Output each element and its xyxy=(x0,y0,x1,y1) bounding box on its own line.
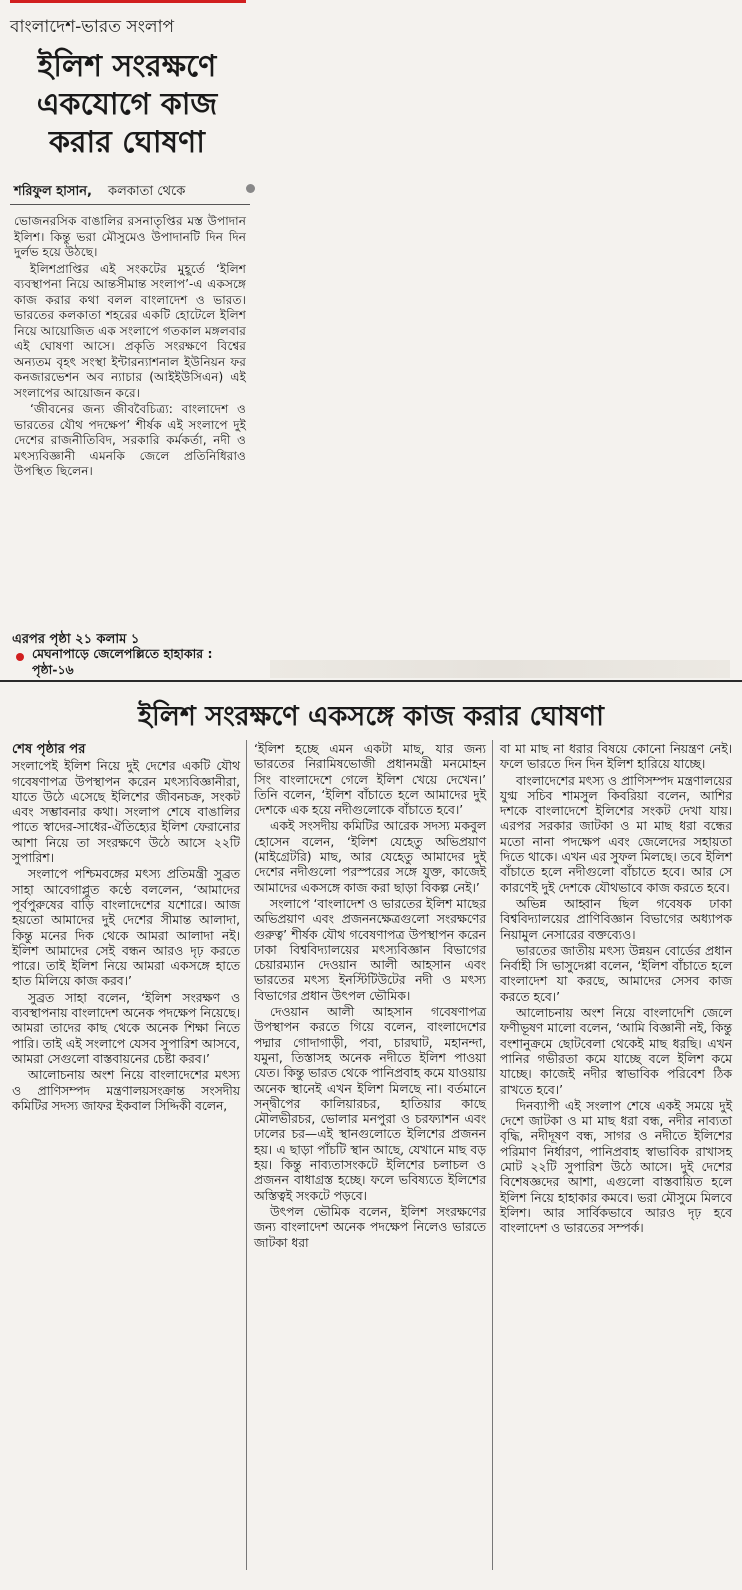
kicker: বাংলাদেশ-ভারত সংলাপ xyxy=(10,17,175,37)
paragraph: ভারতের জাতীয় মৎস্য উন্নয়ন বোর্ডের প্রধান নির্বাহী সি ভাসুদেপ্পা বলেন, ‘ইলিশ বাঁচাতে হলে বাংলাদেশ যা করছে, আমাদের সেসব কাজ করতে হবে।’ xyxy=(500,943,732,1004)
faint-bleed-strip xyxy=(270,660,730,678)
column-rule xyxy=(492,740,493,1570)
paragraph: সংলাপে ‘বাংলাদেশ ও ভারতের ইলিশ মাছের অভিপ্রয়াণ এবং প্রজননক্ষেত্রগুলো সংরক্ষণের গুরুত্ব’ শীর্ষক যৌথ গবেষণাপত্র উপস্থাপন করেন ঢাকা বিশ্ববিদ্যালয়ের মৎস্যবিজ্ঞান বিভাগের চেয়ারম্যান দেওয়ান আলী আহসান এবং ভারতের মৎস্য ইনস্টিটিউটের নদী ও মৎস্য বিভাগের প্রধান উৎপল ভৌমিক। xyxy=(254,896,486,1003)
continued-note: এরপর পৃষ্ঠা ২১ কলাম ১ xyxy=(12,632,140,647)
red-bullet-icon xyxy=(16,653,24,661)
lead-paragraph: ‘জীবনের জন্য জীববৈচিত্র্য: বাংলাদেশ ও ভারতের যৌথ পদক্ষেপ’ শীর্ষক এই সংলাপে দুই দেশের রাজনীতিবিদ, সরকারি কর্মকর্তা, নদী ও মৎস্যবিজ্ঞানী এমনকি জেলে প্রতিনিধিরাও উপস্থিত ছিলেন। xyxy=(14,402,246,478)
paragraph: দেওয়ান আলী আহসান গবেষণাপত্র উপস্থাপন করতে গিয়ে বলেন, বাংলাদেশের পদ্মার গোদাগাড়ী, পবা, চারঘাট, মহানন্দা, যমুনা, তিস্তাসহ অনেক নদীতে ইলিশ পাওয়া যেত। কিন্তু ভারত থেকে পানিপ্রবাহ কমে যাওয়ায় অনেক স্থানেই এখন ইলিশ মিলছে না। বর্তমানে সন্দ্বীপের কালিয়ারচর, হাতিয়ার কাছে মৌলভীরচর, ভোলার মনপুরা ও চরফ্যাশন এবং ঢালের চর—এই স্থানগুলোতে ইলিশের প্রজনন হয়। এ ছাড়া পাঁচটি স্থান আছে, যেখানে মাছ বড় হয়। কিন্তু নাব্যতাসংকটে ইলিশের চলাচল ও প্রজনন বাধাগ্রস্ত হচ্ছে। ফলে ভবিষ্যতে ইলিশের অস্তিত্বই সংকটে পড়বে। xyxy=(254,1005,486,1203)
paragraph: অভিন্ন আহ্বান ছিল গবেষক ঢাকা বিশ্ববিদ্যালয়ের প্রাণিবিজ্ঞান বিভাগের অধ্যাপক নিয়ামুল নেসারের বক্তব্যেও। xyxy=(500,896,732,942)
headline-line: করার ঘোষণা xyxy=(49,125,205,160)
column-rule xyxy=(246,740,247,1570)
headline-line: একযোগে কাজ xyxy=(36,87,218,122)
top-headline xyxy=(22,48,232,162)
top-story xyxy=(0,0,260,700)
paragraph: সংলাপে পশ্চিমবঙ্গের মৎস্য প্রতিমন্ত্রী সুব্রত সাহা আবেগাপ্লুত কণ্ঠে বললেন, ‘আমাদের পূর্বপুরুষের বাড়ি বাংলাদেশের যশোরে। আজ হয়তো আমাদের দুই দেশের সীমান্ত আলাদা, কিন্তু মনের দিক থেকে আমরা আলাদা নই। ইলিশ আমাদের সেই বন্ধন আরও দৃঢ় করতে পারে। তাই ইলিশ নিয়ে আমরা একসঙ্গে হাতে হাত মিলিয়ে কাজ করব।’ xyxy=(12,867,240,989)
column-2 xyxy=(254,742,486,1252)
paragraph: ‘ইলিশ হচ্ছে এমন একটা মাছ, যার জন্য ভারতের নিরামিষভোজী প্রধানমন্ত্রী মনমোহন সিং বাংলাদেশে গেলে ইলিশ খেয়ে দেখেন।’ তিনি বলেন, ‘ইলিশ বাঁচাতে হলে আমাদের দুই দেশকে এক হয়ে নদীগুলোকে বাঁচাতে হবে।’ xyxy=(254,742,486,818)
paragraph: একই সংসদীয় কমিটির আরেক সদস্য মকবুল হোসেন বলেন, ‘ইলিশ যেহেতু অভিপ্রয়াণ (মাইগ্রেটরি) মাছ, আর যেহেতু আমাদের দুই দেশের নদীগুলো পরস্পরের সঙ্গে যুক্ত, কাজেই আমাদের একসঙ্গে কাজ করা ছাড়া বিকল্প নেই।’ xyxy=(254,819,486,895)
paragraph: সংলাপেই ইলিশ নিয়ে দুই দেশের একটি যৌথ গবেষণাপত্র উপস্থাপন করেন মৎস্যবিজ্ঞানীরা, যাতে উঠে এসেছে ইলিশের জীবনচক্র, সংকট এবং সম্ভাবনার কথা। সংলাপ শেষে বাঙালির পাতে স্বাদের-সাধের-ঐতিহ্যের ইলিশ ফেরানোর আশা নিয়ে তা সংরক্ষণে উঠে আসে ২২টি সুপারিশ। xyxy=(12,759,240,866)
paragraph: আলোচনায় অংশ নিয়ে বাংলাদেশের মৎস্য ও প্রাণিসম্পদ মন্ত্রণালয়সংক্রান্ত সংসদীয় কমিটির সদস্য জাফর ইকবাল সিদ্দিকী বলেন, xyxy=(12,1068,240,1113)
section-divider xyxy=(0,680,742,682)
from-label: শেষ পৃষ্ঠার পর xyxy=(12,742,86,757)
column-1 xyxy=(12,742,240,1115)
paragraph: উৎপল ভৌমিক বলেন, ইলিশ সংরক্ষণের জন্য বাংলাদেশ অনেক পদক্ষেপ নিলেও ভারতে জাটকা ধরা xyxy=(254,1204,486,1250)
byline-name: শরিফুল হাসান, xyxy=(14,184,92,199)
paragraph: আলোচনায় অংশ নিয়ে বাংলাদেশি জেলে ফণীভূষণ মালো বলেন, ‘আমি বিজ্ঞানী নই, কিন্তু বংশানুক্রমে ছোটবেলা থেকেই মাছ ধরছি। এখন পানির গভীরতা কমে যাচ্ছে বলে ইলিশ কমে যাচ্ছে। কাজেই নদীর স্বাভাবিক পরিবেশ ঠিক রাখতে হবে।’ xyxy=(500,1006,732,1097)
byline-rule xyxy=(10,204,250,205)
paragraph: সুব্রত সাহা বলেন, ‘ইলিশ সংরক্ষণ ও ব্যবস্থাপনায় বাংলাদেশ অনেক পদক্ষেপ নিয়েছে। আমরা তাদের কাছ থেকে অনেক শিক্ষা নিতে পারি। তাই এই সংলাপে যেসব সুপারিশ আসবে, আমরা সেগুলো বাস্তবায়নের চেষ্টা করব।’ xyxy=(12,990,240,1066)
bullet-dot-icon xyxy=(246,184,255,193)
column-3 xyxy=(500,742,732,1238)
headline-line: ইলিশ সংরক্ষণে xyxy=(37,49,217,84)
teaser-link: মেঘনাপাড়ে জেলেপল্লিতে হাহাকার : পৃষ্ঠা-১৬ xyxy=(32,646,213,677)
red-top-rule xyxy=(10,0,246,3)
byline-location: কলকাতা থেকে xyxy=(108,184,186,199)
lead-paragraph: ভোজনরসিক বাঙালির রসনাতৃপ্তির মস্ত উপাদান ইলিশ। কিন্তু ভরা মৌসুমেও উপাদানটি দিন দিন দুর্লভ হয়ে উঠছে। xyxy=(14,214,246,259)
continuation-headline: ইলিশ সংরক্ষণে একসঙ্গে কাজ করার ঘোষণা xyxy=(137,701,605,732)
paragraph: বা মা মাছ না ধরার বিষয়ে কোনো নিয়ন্ত্রণ নেই। ফলে ভারতে দিন দিন ইলিশ হারিয়ে যাচ্ছে। xyxy=(500,742,732,772)
paragraph: বাংলাদেশের মৎস্য ও প্রাণিসম্পদ মন্ত্রণালয়ের যুগ্ম সচিব শামসুল কিবরিয়া বলেন, আশির দশকে বাংলাদেশে ইলিশের সংকট দেখা যায়। এরপর সরকার জাটকা ও মা মাছ ধরা বন্ধের মতো নানা পদক্ষেপ এবং জেলেদের সহায়তা দিতে থাকে। এখন এর সুফল মিলছে। তবে ইলিশ বাঁচাতে হলে নদীগুলো বাঁচাতে হবে। আর সে কারণেই দুই দেশকে যৌথভাবে কাজ করতে হবে। xyxy=(500,773,732,895)
lead-body xyxy=(14,214,246,481)
paragraph: দিনব্যাপী এই সংলাপ শেষে একই সময়ে দুই দেশে জাটকা ও মা মাছ ধরা বন্ধ, নদীর নাব্যতা বৃদ্ধি, নদীদূষণ বন্ধ, সাগর ও নদীতে ইলিশের পরিমাণ নির্ধারণ, পানিপ্রবাহ স্বাভাবিক রাখাসহ মোট ২২টি সুপারিশ উঠে আসে। দুই দেশের বিশেষজ্ঞদের আশা, এগুলো বাস্তবায়িত হলে ইলিশ নিয়ে হাহাকার কমবে। ভরা মৌসুমে মিলবে ইলিশ। আর সার্বিকভাবে আরও দৃঢ় হবে বাংলাদেশ ও ভারতের সম্পর্ক। xyxy=(500,1098,732,1236)
lead-paragraph: ইলিশপ্রাপ্তির এই সংকটের মুহূর্তে ‘ইলিশ ব্যবস্থাপনা নিয়ে আন্তসীমান্ত সংলাপ’-এ একসঙ্গে কাজ করার কথা বলল বাংলাদেশ ও ভারত। ভারতের কলকাতা শহরের একটি হোটেলে ইলিশ নিয়ে আয়োজিত এক সংলাপে গতকাল মঙ্গলবার এই ঘোষণা আসে। প্রকৃতি সংরক্ষণে বিশ্বের অন্যতম বৃহৎ সংস্থা ইন্টারন্যাশনাল ইউনিয়ন ফর কনজারভেশন অব ন্যাচার (আইইউসিএন) এই সংলাপের আয়োজন করে। xyxy=(14,261,246,400)
